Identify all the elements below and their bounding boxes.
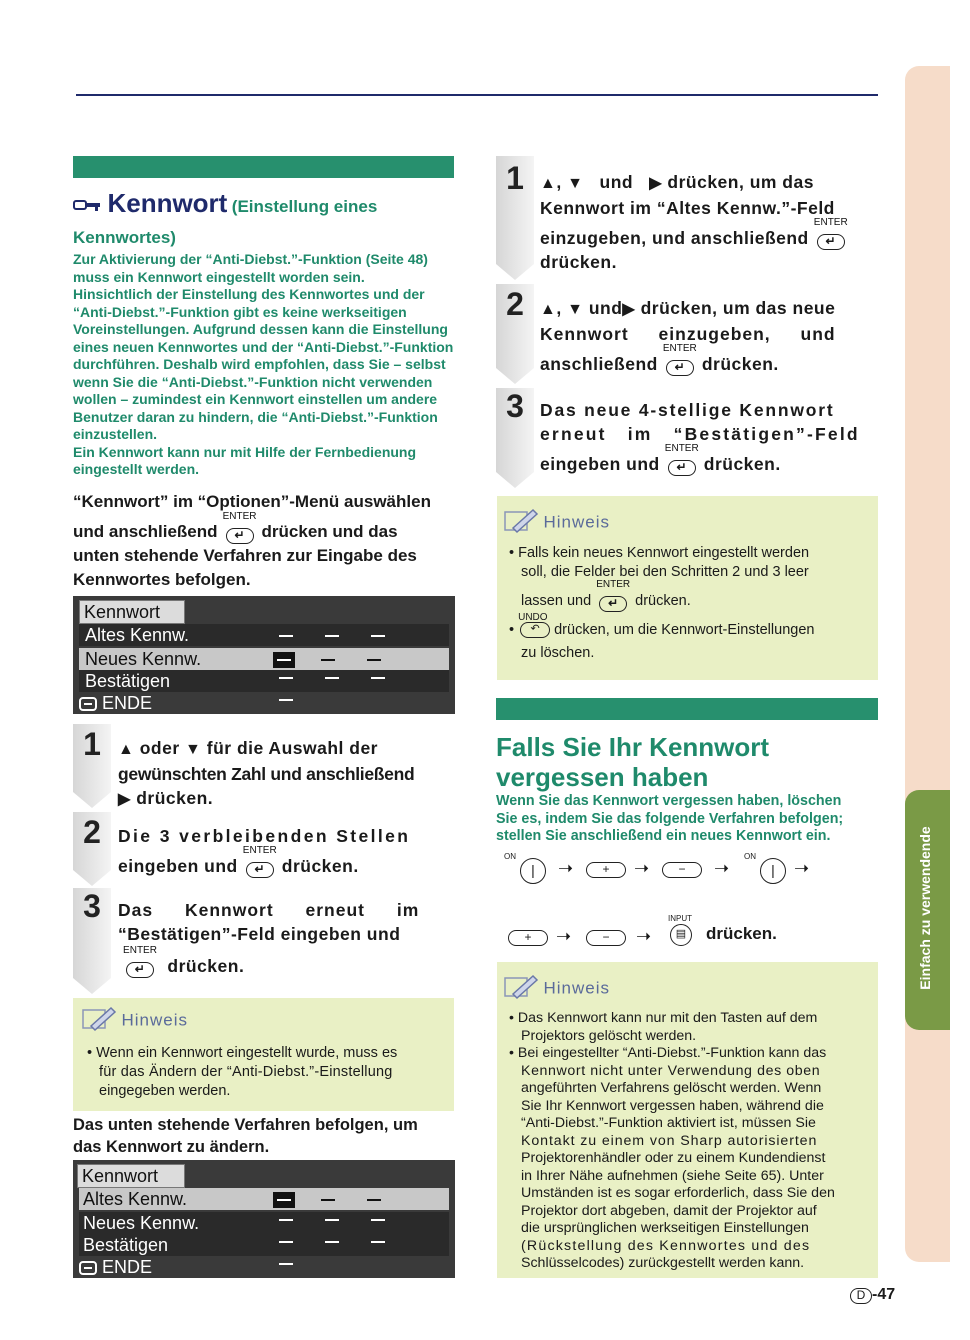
instruction-2: Das unten stehende Verfahren befolgen, um das Kennwort zu ändern. [73,1116,418,1156]
note-box [497,962,878,1278]
right-arrow-icon: ▶ [118,791,131,808]
forgot-intro: Wenn Sie das Kennwort vergessen haben, löschen Sie es, indem Sie das folgende Verfahren befolgen; stellen Sie anschließend ein neues Kennwort ein. [496,793,844,844]
instruction-line: drücken und das [261,522,398,541]
intro-line: wenn Sie die “Anti-Diebst.”-Funktion nicht verwenden [73,373,433,390]
menu-end[interactable]: ENDE [79,1256,152,1278]
down-arrow-icon: ▼ [567,301,584,318]
side-tab-background [905,66,963,1262]
top-rule [76,94,878,96]
menu-row-new[interactable]: Neues Kennw. [79,1212,449,1234]
step-number: 1 [83,726,101,762]
right-step-3-text: Das neue 4-stellige Kennwort erneut im “Bestätigen”-Feld eingeben und ENTER ↵ drücken. [540,400,860,475]
intro-line: einzustellen. [73,426,158,442]
step-number: 1 [506,160,524,196]
intro-line: Zur Aktivierung der “Anti-Diebst.”-Funktion (Seite 48) [73,251,428,267]
page-subtitle: (Einstellung eines [231,197,378,216]
page-number: D -47 [850,1286,895,1304]
down-arrow-icon: ▼ [567,175,584,192]
step-number: 3 [83,888,101,924]
menu-header: Kennwort [77,1164,185,1188]
arrow-icon: ➝ [558,858,574,878]
volume-down-button-icon: − [586,930,626,946]
button-sequence-1: ON | ➝ + ➝ − ➝ ON | ➝ [504,852,884,892]
step-2-text: Die 3 verbleibenden Stellen eingeben und ENTER ↵ drücken. [118,826,411,877]
instruction-line: Kennwortes befolgen. [73,570,251,589]
menu-header: Kennwort [79,600,185,624]
right-arrow-icon: ▶ [649,175,663,192]
pencil-icon [81,1006,117,1037]
note-box [73,998,454,1111]
note-text: • Wenn ein Kennwort eingestellt wurde, muss es für das Ändern der “Anti-Diebst.”-Einstellung eingegeben werden. [87,1045,398,1099]
note-title: Hinweis [121,1010,188,1030]
menu-row-old[interactable]: Altes Kennw. [79,1188,449,1210]
power-on-button-icon: | [760,858,786,884]
intro-line: Benutzer daran zu hindern, die “Anti-Diebst.”-Funktion [73,408,438,425]
instruction-line: und anschließend [73,522,218,541]
end-icon [79,697,97,711]
section-bar [73,156,454,178]
input-button-icon: ▤ [670,924,692,946]
power-on-button-icon: | [520,858,546,884]
pencil-icon [503,508,539,539]
enter-icon: ENTER ↵ [123,945,157,977]
password-menu-1 [73,596,455,714]
arrow-icon: ➝ [556,926,572,946]
intro-line: Hinsichtlich der Einstellung des Kennwortes und der [73,286,425,302]
instruction-1 [73,490,458,592]
side-tab-label: Einfach zu verwendende Funktionen [917,826,963,990]
intro-line: “Anti-Diebst.”-Funktion gibt es keine werkseitigen [73,303,407,320]
menu-row-confirm[interactable]: Bestätigen [79,670,449,692]
right-step-1-text: ▲, ▼ und ▶ drücken, um das Kennwort im “Altes Kennw.”-Feld einzugeben, und anschließend ENTER ↵ drücken. [540,172,848,273]
undo-icon: UNDO ↶ [518,620,554,640]
intro-line: Ein Kennwort kann nur mit Hilfe der Fernbedienung [73,443,417,460]
up-arrow-icon: ▲ [118,741,135,758]
note-title: Hinweis [543,978,610,998]
arrow-icon: ➝ [794,858,810,878]
right-arrow-icon: ▶ [622,301,636,318]
note-text: • Falls kein neues Kennwort eingestellt werden soll, die Felder bei den Schritten 2 und 3 leer lassen und ENTER ↵ drücken. • UNDO ↶ drücken, um die Kennwort-Einstellungen zu löschen. [509,545,815,661]
note-box [497,496,878,680]
key-icon [73,197,103,218]
page-subtitle-2: Kennwortes) [73,228,176,247]
menu-row-old[interactable]: Altes Kennw. [79,624,449,646]
enter-icon: ENTER ↵ [242,845,277,877]
menu-row-new[interactable]: Neues Kennw. [79,648,449,670]
end-icon [79,1261,97,1275]
section-bar [496,698,878,720]
note-text: • Das Kennwort kann nur mit den Tasten auf dem Projektors gelöscht werden. • Bei eingestellter “Anti-Diebst.”-Funktion kann das Kennwort nicht unter Verwendung des oben angeführten Verfahrens gelöscht werden. Wenn Sie Ihr Kennwort vergessen haben, während die “Anti-Diebst.”-Funktion aktiviert ist, müssen Sie Kontakt zu einem von Sharp autorisierten Projektorenhändler oder zu einem Kundendienst in Ihrer Nähe aufnehmen (siehe Seite 65). Unter Umständen ist es sogar erforderlich, dass Sie den Projektor dort abgeben, damit der Projektor auf die ursprünglichen werkseitigen Einstellungen (Rückstellung des Kennwortes und des Schlüsselcodes) zurückgestellt werden kann. [509,1010,835,1271]
button-sequence-2: + ➝ − ➝ INPUT ▤ drücken. [504,914,884,954]
pencil-icon [503,974,539,1005]
forgot-title: Falls Sie Ihr Kennwort vergessen haben [496,732,770,792]
instruction-line: “Kennwort” im “Optionen”-Menü auswählen [73,492,431,511]
intro-line: wollen – zumindest ein Kennwort einstellen um andere [73,391,438,407]
intro-line: eingestellt werden. [73,461,200,477]
intro-line: durchführen. Deshalb wird empfohlen, dass Sie – selbst [73,356,446,372]
intro-line: muss ein Kennwort eingestellt worden sein. [73,268,365,285]
step-3-text: Das Kennwort erneut im “Bestätigen”-Feld eingeben und ENTER ↵ drücken. [118,900,420,977]
password-menu-2 [73,1160,455,1278]
volume-up-button-icon: + [586,862,626,878]
instruction-line: unten stehende Verfahren zur Eingabe des [73,546,417,565]
arrow-icon: ➝ [636,926,652,946]
menu-row-confirm[interactable]: Bestätigen [79,1234,449,1256]
arrow-icon: ➝ [714,858,730,878]
intro-text [73,251,455,479]
enter-icon: ENTER ↵ [662,343,697,375]
volume-down-button-icon: − [662,862,702,878]
section-title [73,188,463,219]
step-1-text: ▲ oder ▼ für die Auswahl der gewünschten Zahl und anschließend ▶ drücken. [118,736,453,812]
intro-line: eines neuen Kennwortes und der “Anti-Diebst.”-Funktion [73,338,454,355]
volume-up-button-icon: + [508,930,548,946]
arrow-icon: ➝ [634,858,650,878]
right-step-2-text: ▲, ▼ und▶ drücken, um das neue Kennwort einzugeben, und anschließend ENTER ↵ drücken. [540,298,836,375]
step-number: 3 [506,388,524,424]
enter-icon: ENTER ↵ [596,579,631,610]
note-title: Hinweis [543,512,610,532]
page-letter-badge: D [850,1288,872,1304]
page-title: Kennwort [107,188,228,218]
up-arrow-icon: ▲ [540,175,557,192]
step-number: 2 [506,286,524,322]
enter-icon: ENTER ↵ [664,443,699,475]
enter-icon: ENTER ↵ [222,510,257,542]
step-number: 2 [83,814,101,850]
enter-icon: ENTER ↵ [813,217,848,249]
intro-line: Voreinstellungen. Aufgrund dessen kann die Einstellung [73,321,448,337]
menu-end[interactable]: ENDE [79,692,152,714]
down-arrow-icon: ▼ [185,741,202,758]
up-arrow-icon: ▲ [540,301,557,318]
